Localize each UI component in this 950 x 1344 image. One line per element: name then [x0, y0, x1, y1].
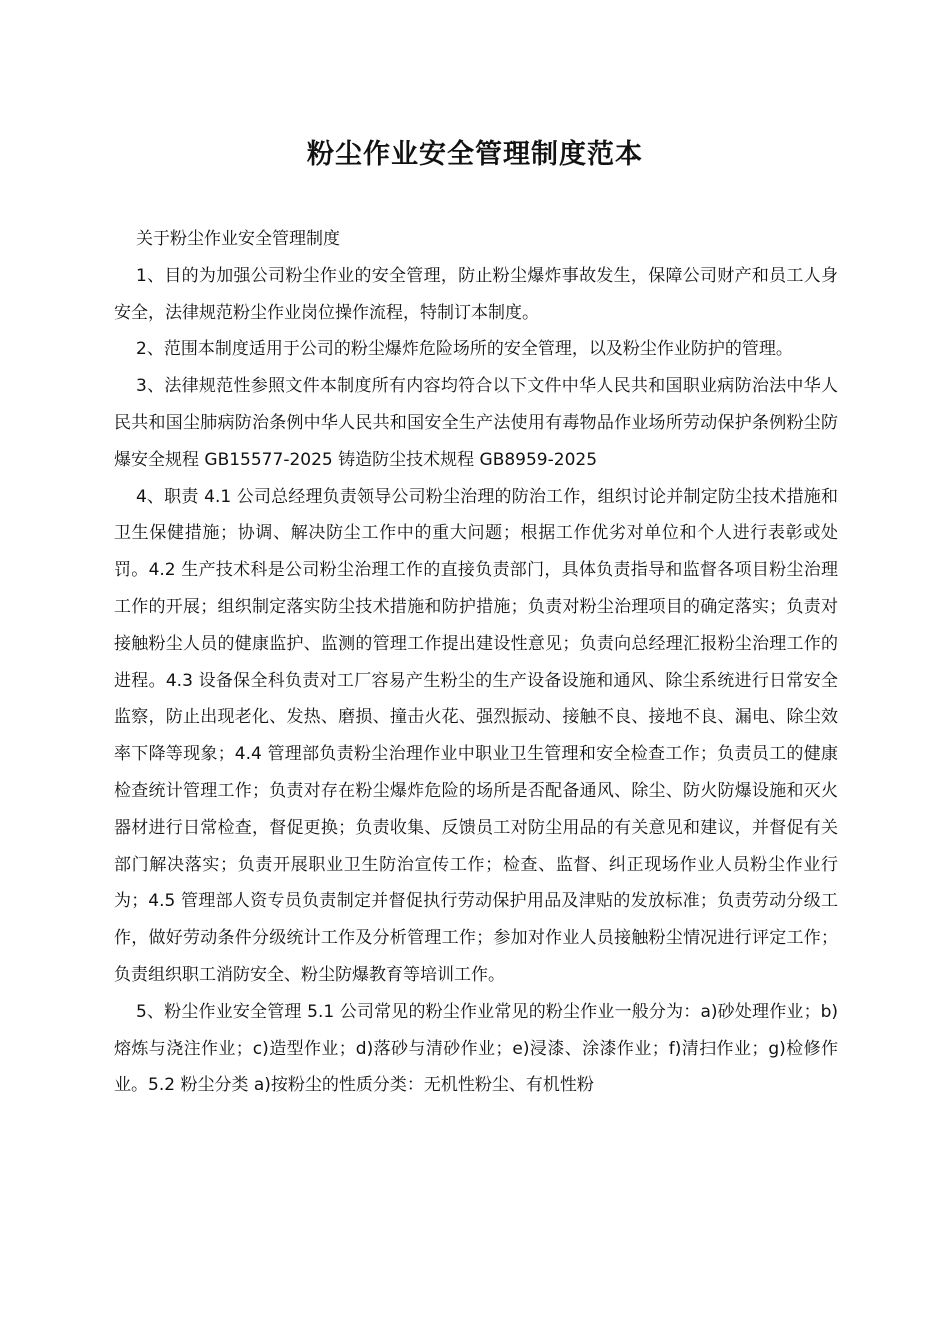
paragraph-references: 3、法律规范性参照文件本制度所有内容均符合以下文件中华人民共和国职业病防治法中华人民共和国尘肺病防治条例中华人民共和国安全生产法使用有毒物品作业场所劳动保护条例粉尘防爆安全规程 GB15577-2025 铸造防尘技术规程 GB8959-2025: [114, 376, 838, 470]
document-title: 粉尘作业安全管理制度范本: [307, 139, 643, 170]
intro-paragraph: 关于粉尘作业安全管理制度: [136, 229, 340, 249]
paragraph-scope: 2、范围本制度适用于公司的粉尘爆炸危险场所的安全管理，以及粉尘作业防护的管理。: [136, 339, 793, 360]
paragraph-purpose: 1、目的为加强公司粉尘作业的安全管理，防止粉尘爆炸事故发生，保障公司财产和员工人身安全，法律规范粉尘作业岗位操作流程，特制订本制度。: [114, 265, 838, 323]
document-body: [114, 221, 838, 1104]
paragraph-dust-management: 5、粉尘作业安全管理 5.1 公司常见的粉尘作业常见的粉尘作业一般分为：a)砂处理作业；b)熔炼与浇注作业；c)造型作业；d)落砂与清砂作业；e)浸漆、涂漆作业；f)清扫作业；g)检修作业。5.2 粉尘分类 a)按粉尘的性质分类：无机性粉尘、有机性粉: [114, 1001, 838, 1096]
paragraph-responsibilities: 4、职责 4.1 公司总经理负责领导公司粉尘治理的防治工作，组织讨论并制定防尘技术措施和卫生保健措施；协调、解决防尘工作中的重大问题；根据工作优劣对单位和个人进行表彰或处罚。4.2 生产技术科是公司粉尘治理工作的直接负责部门，具体负责指导和监督各项目粉尘治理工作的开展；组织制定落实防尘技术措施和防护措施；负责对粉尘治理项目的确定落实；负责对接触粉尘人员的健康监护、监测的管理工作提出建设性意见；负责向总经理汇报粉尘治理工作的进程。4.3 设备保全科负责对工厂容易产生粉尘的生产设备设施和通风、除尘系统进行日常安全监察，防止出现老化、发热、磨损、撞击火花、强烈振动、接触不良、接地不良、漏电、除尘效率下降等现象；4.4 管理部负责粉尘治理作业中职业卫生管理和安全检查工作；负责员工的健康检查统计管理工作；负责对存在粉尘爆炸危险的场所是否配备通风、除尘、防火防爆设施和灭火器材进行日常检查，督促更换；负责收集、反馈员工对防尘用品的有关意见和建议，并督促有关部门解决落实；负责开展职业卫生防治宣传工作；检查、监督、纠正现场作业人员粉尘作业行为；4.5 管理部人资专员负责制定并督促执行劳动保护用品及津贴的发放标准；负责劳动分级工作，做好劳动条件分级统计工作及分析管理工作；参加对作业人员接触粉尘情况进行评定工作；负责组织职工消防安全、粉尘防爆教育等培训工作。: [114, 486, 838, 985]
